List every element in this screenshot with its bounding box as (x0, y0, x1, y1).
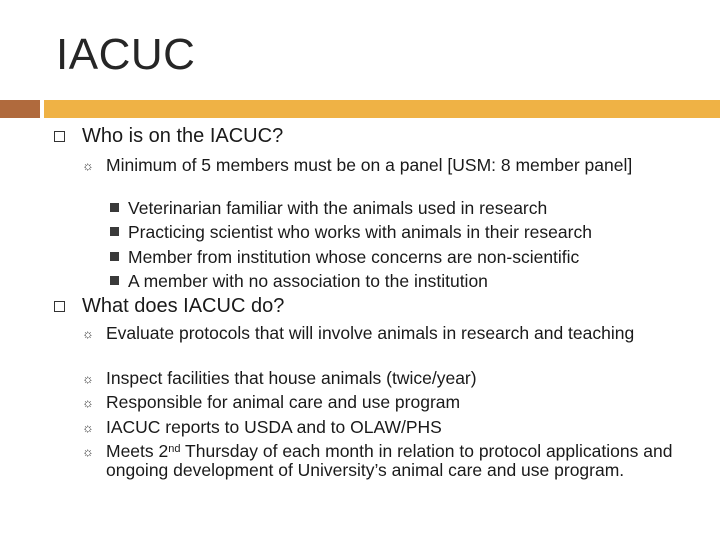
filled-square-bullet-icon (110, 203, 119, 212)
sun-bullet-icon: ☼ (82, 444, 94, 459)
list-item-text: IACUC reports to USDA and to OLAW/PHS (106, 417, 442, 437)
section-heading: Who is on the IACUC? (82, 125, 284, 147)
list-item-text: Responsible for animal care and use program (106, 392, 461, 412)
filled-square-bullet-icon (110, 276, 119, 285)
sun-bullet-icon: ☼ (82, 158, 94, 173)
sub-list-item-text: A member with no association to the institution (128, 271, 488, 291)
slide-title: IACUC (56, 30, 196, 79)
sun-bullet-icon: ☼ (82, 326, 94, 341)
square-outline-icon (54, 131, 65, 142)
filled-square-bullet-icon (110, 227, 119, 236)
list-item-text: Evaluate protocols that will involve animals in research and teaching (106, 323, 635, 343)
section-heading: What does IACUC do? (82, 295, 285, 317)
list-item-text (106, 442, 696, 480)
list-item-text: Minimum of 5 members must be on a panel [USM: 8 member panel] (106, 155, 633, 175)
sub-list-item-text: Member from institution whose concerns are non-scientific (128, 247, 580, 267)
text-after: Thursday of each month in relation to protocol applications and ongoing development of University’s animal care and use program. (106, 441, 673, 480)
sub-list-item-text: Practicing scientist who works with animals in their research (128, 222, 592, 242)
sub-list-item-text: Veterinarian familiar with the animals used in research (128, 198, 548, 218)
square-outline-icon (54, 301, 65, 312)
sun-bullet-icon: ☼ (82, 371, 94, 386)
filled-square-bullet-icon (110, 252, 119, 261)
list-item-text: Inspect facilities that house animals (twice/year) (106, 368, 477, 388)
sun-bullet-icon: ☼ (82, 395, 94, 410)
sun-bullet-icon: ☼ (82, 420, 94, 435)
text-before: Meets 2 (106, 441, 169, 461)
ordinal-suffix: nd (168, 443, 181, 455)
